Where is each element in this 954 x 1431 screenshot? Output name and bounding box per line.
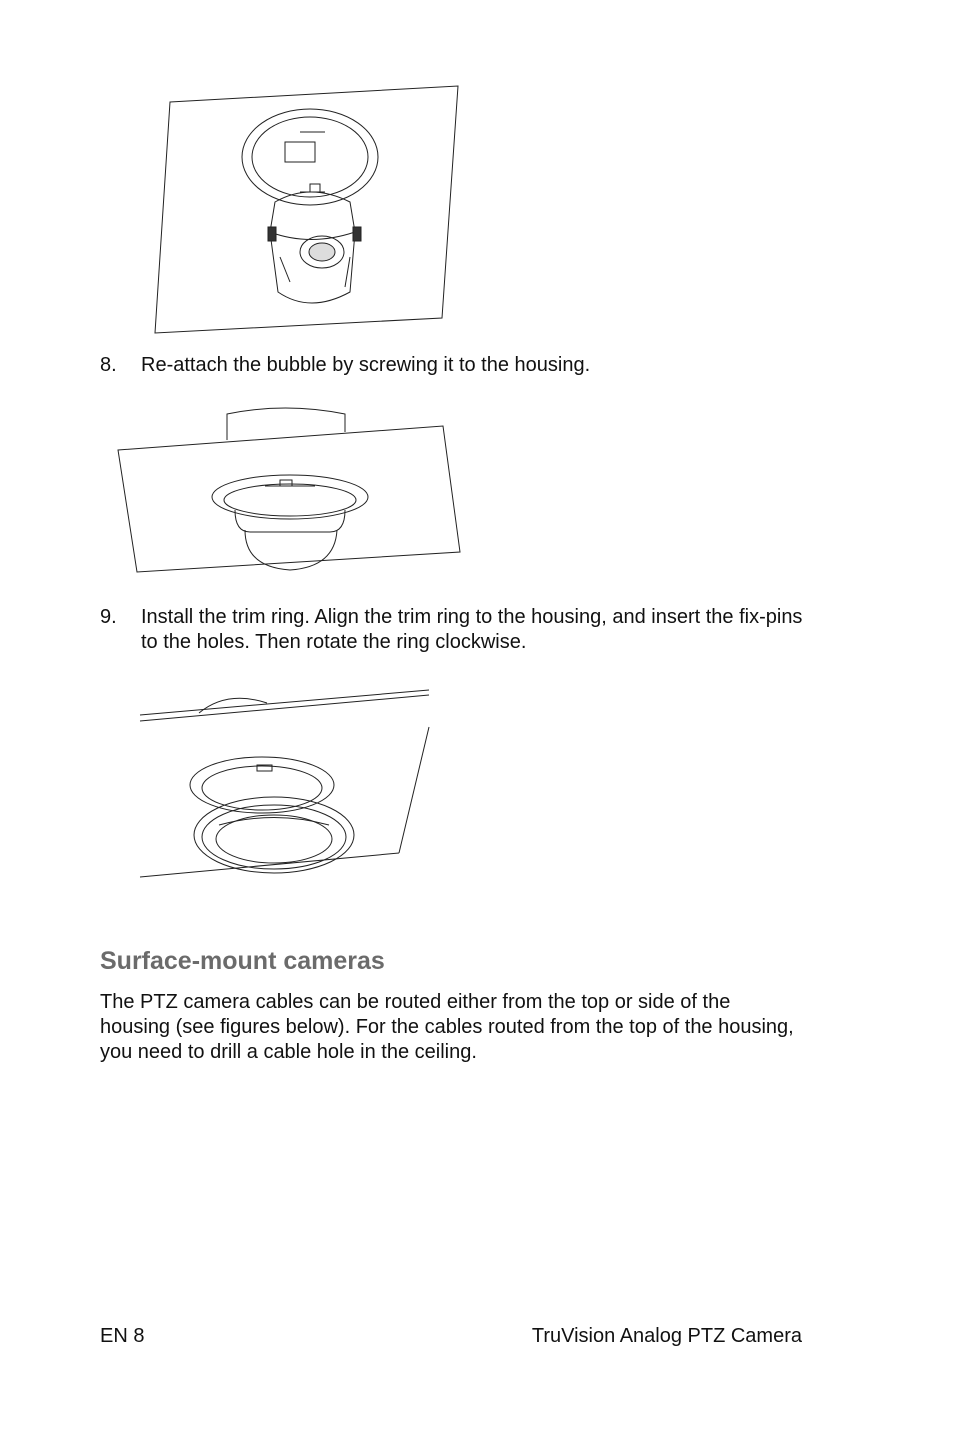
camera-housing-illustration	[150, 82, 462, 338]
step-9-text: Install the trim ring. Align the trim ring to the housing, and insert the fix-pins to the holes. Then rotate the ring clockwise.	[141, 606, 803, 653]
step-8-text: Re-attach the bubble by screwing it to the housing.	[141, 354, 591, 376]
step-9-number: 9.	[100, 606, 117, 628]
trim-ring-illustration	[137, 685, 437, 885]
step-9	[100, 605, 820, 655]
bubble-attached-illustration	[115, 402, 465, 577]
step-8-number: 8.	[100, 354, 117, 376]
section-body: The PTZ camera cables can be routed either from the top or side of the housing (see figures below). For the cables routed from the top of the housing, you need to drill a cable hole in the ceiling.	[100, 991, 794, 1063]
product-name: TruVision Analog PTZ Camera	[531, 1325, 802, 1347]
step-8	[100, 353, 820, 378]
section-heading: Surface-mount cameras	[100, 947, 385, 975]
page-number: EN 8	[100, 1325, 145, 1347]
